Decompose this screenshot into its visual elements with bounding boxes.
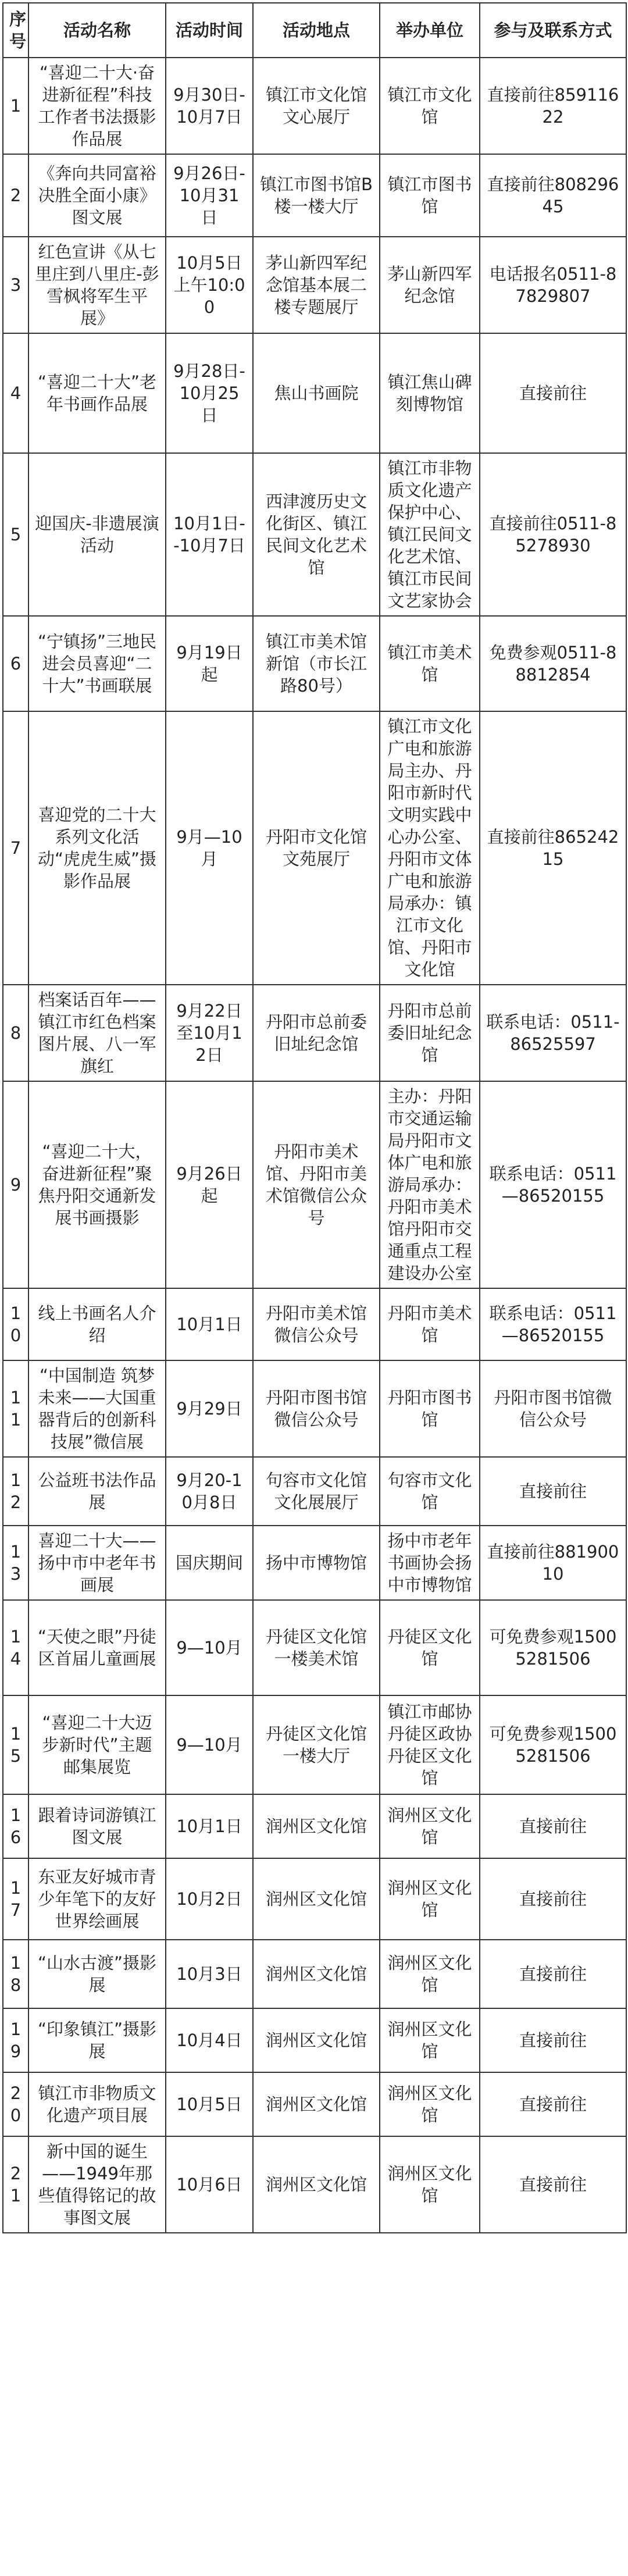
table-row [3,1457,626,1526]
table-row [3,58,626,154]
header-time: 活动时间 [166,3,253,58]
cell-place: 镇江市美术馆新馆（市长江路80号） [253,616,380,711]
cell-name: 迎国庆-非遗展演活动 [28,453,166,616]
cell-contact: 直接前往 [480,2008,626,2072]
cell-time: 10月5日 [166,2072,253,2136]
table-row [3,2072,626,2136]
cell-time: 9月19日起 [166,616,253,711]
cell-time: 国庆期间 [166,1526,253,1600]
table-row [3,985,626,1081]
cell-place: 润州区文化馆 [253,2008,380,2072]
cell-org: 茅山新四军纪念馆 [380,237,480,333]
cell-no: 3 [3,237,28,333]
table-row [3,237,626,333]
cell-contact: 联系电话：0511—86520155 [480,1288,626,1360]
cell-name: “天使之眼”丹徒区首届儿童画展 [28,1600,166,1695]
cell-contact: 直接前往 [480,1940,626,2008]
cell-org: 镇江焦山碑刻博物馆 [380,333,480,453]
cell-contact: 直接前往0511-85278930 [480,453,626,616]
cell-contact: 直接前往 [480,333,626,453]
cell-place: 丹阳市文化馆文苑展厅 [253,711,380,985]
cell-time: 10月1日 [166,1288,253,1360]
cell-time: 9—10月 [166,1695,253,1794]
cell-no: 16 [3,1794,28,1858]
cell-org: 镇江市非物质文化遗产保护中心、镇江民间文化艺术馆、镇江市民间文艺家协会 [380,453,480,616]
activity-table [2,2,627,2233]
cell-contact: 直接前往85911622 [480,58,626,154]
cell-org: 镇江市文化广电和旅游局主办、丹阳市新时代文明实践中心办公室、丹阳市文体广电和旅游局承办：镇江市文化馆、丹阳市文化馆 [380,711,480,985]
cell-place: 润州区文化馆 [253,1858,380,1940]
table-row [3,616,626,711]
cell-org: 镇江市美术馆 [380,616,480,711]
cell-contact: 直接前往 [480,2136,626,2233]
cell-time: 10月1日 [166,1794,253,1858]
cell-time: 9月20-10月8日 [166,1457,253,1526]
cell-no: 9 [3,1081,28,1288]
cell-contact: 丹阳市图书馆微信公众号 [480,1360,626,1457]
cell-place: 镇江市图书馆B楼一楼大厅 [253,154,380,237]
table-row [3,1081,626,1288]
cell-no: 12 [3,1457,28,1526]
table-row [3,1288,626,1360]
table-row [3,1940,626,2008]
cell-no: 6 [3,616,28,711]
cell-no: 20 [3,2072,28,2136]
table-row [3,1360,626,1457]
table-row [3,453,626,616]
cell-contact: 联系电话：0511-86525597 [480,985,626,1081]
cell-time: 10月1日--10月7日 [166,453,253,616]
cell-name: 档案话百年——镇江市红色档案图片展、八一军旗红 [28,985,166,1081]
cell-time: 9月26日-10月31日 [166,154,253,237]
cell-org: 丹阳市总前委旧址纪念馆 [380,985,480,1081]
cell-org: 镇江市图书馆 [380,154,480,237]
cell-time: 10月5日上午10:00 [166,237,253,333]
cell-org: 润州区文化馆 [380,1858,480,1940]
header-row [3,3,626,58]
cell-org: 润州区文化馆 [380,2136,480,2233]
cell-place: 润州区文化馆 [253,1940,380,2008]
cell-name: “印象镇江”摄影展 [28,2008,166,2072]
cell-org: 句容市文化馆 [380,1457,480,1526]
cell-no: 8 [3,985,28,1081]
cell-place: 扬中市博物馆 [253,1526,380,1600]
cell-contact: 电话报名0511-87829807 [480,237,626,333]
cell-org: 镇江市邮协丹徒区政协丹徒区文化馆 [380,1695,480,1794]
cell-contact: 直接前往 [480,2072,626,2136]
table-row [3,1695,626,1794]
cell-org: 丹徒区文化馆 [380,1600,480,1695]
cell-place: 句容市文化馆文化展展厅 [253,1457,380,1526]
cell-no: 1 [3,58,28,154]
table-row [3,1600,626,1695]
cell-place: 丹阳市总前委旧址纪念馆 [253,985,380,1081]
header-name: 活动名称 [28,3,166,58]
cell-no: 4 [3,333,28,453]
cell-place: 润州区文化馆 [253,1794,380,1858]
cell-place: 镇江市文化馆文心展厅 [253,58,380,154]
cell-contact: 联系电话：0511—86520155 [480,1081,626,1288]
cell-contact: 直接前往 [480,1858,626,1940]
cell-contact: 免费参观0511-88812854 [480,616,626,711]
cell-time: 9月22日至10月12日 [166,985,253,1081]
cell-name: 东亚友好城市青少年笔下的友好世界绘画展 [28,1858,166,1940]
cell-name: “喜迎二十大”老年书画作品展 [28,333,166,453]
cell-time: 9月26日起 [166,1081,253,1288]
cell-no: 13 [3,1526,28,1600]
cell-place: 茅山新四军纪念馆基本展二楼专题展厅 [253,237,380,333]
cell-time: 10月6日 [166,2136,253,2233]
cell-time: 10月4日 [166,2008,253,2072]
cell-org: 丹阳市图书馆 [380,1360,480,1457]
cell-name: “喜迎二十大，奋进新征程”聚焦丹阳交通新发展书画摄影 [28,1081,166,1288]
cell-no: 15 [3,1695,28,1794]
cell-no: 7 [3,711,28,985]
cell-name: “山水古渡”摄影展 [28,1940,166,2008]
cell-org: 润州区文化馆 [380,2072,480,2136]
cell-name: “喜迎二十大·奋进新征程”科技工作者书法摄影作品展 [28,58,166,154]
cell-org: 主办：丹阳市交通运输局丹阳市文体广电和旅游局承办：丹阳市美术馆丹阳市交通重点工程建设办公室 [380,1081,480,1288]
cell-time: 9月28日-10月25日 [166,333,253,453]
cell-org: 润州区文化馆 [380,1940,480,2008]
table-row [3,1526,626,1600]
cell-contact: 直接前往86524215 [480,711,626,985]
cell-contact: 直接前往88190010 [480,1526,626,1600]
cell-org: 镇江市文化馆 [380,58,480,154]
table-row [3,711,626,985]
cell-place: 丹阳市美术馆、丹阳市美术馆微信公众号 [253,1081,380,1288]
cell-place: 西津渡历史文化街区、镇江民间文化艺术馆 [253,453,380,616]
header-org: 举办单位 [380,3,480,58]
cell-name: 喜迎党的二十大系列文化活动“虎虎生威”摄影作品展 [28,711,166,985]
cell-contact: 直接前往 [480,1457,626,1526]
table-row [3,333,626,453]
cell-time: 10月3日 [166,1940,253,2008]
cell-place: 焦山书画院 [253,333,380,453]
cell-time: 10月2日 [166,1858,253,1940]
cell-time: 9月30日-10月7日 [166,58,253,154]
cell-no: 2 [3,154,28,237]
cell-name: 新中国的诞生——1949年那些值得铭记的故事图文展 [28,2136,166,2233]
cell-name: 跟着诗词游镇江图文展 [28,1794,166,1858]
cell-org: 丹阳市美术馆 [380,1288,480,1360]
cell-place: 丹徒区文化馆一楼美术馆 [253,1600,380,1695]
cell-org: 润州区文化馆 [380,1794,480,1858]
cell-no: 10 [3,1288,28,1360]
header-no: 序号 [3,3,28,58]
cell-place: 丹徒区文化馆一楼大厅 [253,1695,380,1794]
cell-name: 镇江市非物质文化遗产项目展 [28,2072,166,2136]
cell-name: 《奔向共同富裕决胜全面小康》图文展 [28,154,166,237]
cell-name: 喜迎二十大——扬中市中老年书画展 [28,1526,166,1600]
cell-name: 红色宣讲《从七里庄到八里庄-彭雪枫将军生平展》 [28,237,166,333]
table-row [3,2136,626,2233]
cell-time: 9月—10月 [166,711,253,985]
cell-no: 21 [3,2136,28,2233]
table-row [3,154,626,237]
cell-place: 润州区文化馆 [253,2136,380,2233]
cell-name: 线上书画名人介绍 [28,1288,166,1360]
cell-place: 丹阳市美术馆微信公众号 [253,1288,380,1360]
cell-name: “宁镇扬”三地民进会员喜迎“二十大”书画联展 [28,616,166,711]
cell-name: “喜迎二十大迈步新时代”主题邮集展览 [28,1695,166,1794]
cell-no: 18 [3,1940,28,2008]
cell-no: 5 [3,453,28,616]
table-row [3,1794,626,1858]
cell-time: 9月29日 [166,1360,253,1457]
cell-place: 润州区文化馆 [253,2072,380,2136]
cell-org: 扬中市老年书画协会扬中市博物馆 [380,1526,480,1600]
cell-contact: 可免费参观15005281506 [480,1600,626,1695]
cell-org: 润州区文化馆 [380,2008,480,2072]
cell-no: 14 [3,1600,28,1695]
table-row [3,2008,626,2072]
cell-place: 丹阳市图书馆微信公众号 [253,1360,380,1457]
table-row [3,1858,626,1940]
cell-no: 11 [3,1360,28,1457]
cell-contact: 直接前往80829645 [480,154,626,237]
cell-no: 19 [3,2008,28,2072]
cell-name: “中国制造 筑梦未来——大国重器背后的创新科技展”微信展 [28,1360,166,1457]
cell-time: 9—10月 [166,1600,253,1695]
header-contact: 参与及联系方式 [480,3,626,58]
cell-no: 17 [3,1858,28,1940]
cell-contact: 直接前往 [480,1794,626,1858]
cell-contact: 可免费参观15005281506 [480,1695,626,1794]
cell-name: 公益班书法作品展 [28,1457,166,1526]
header-place: 活动地点 [253,3,380,58]
